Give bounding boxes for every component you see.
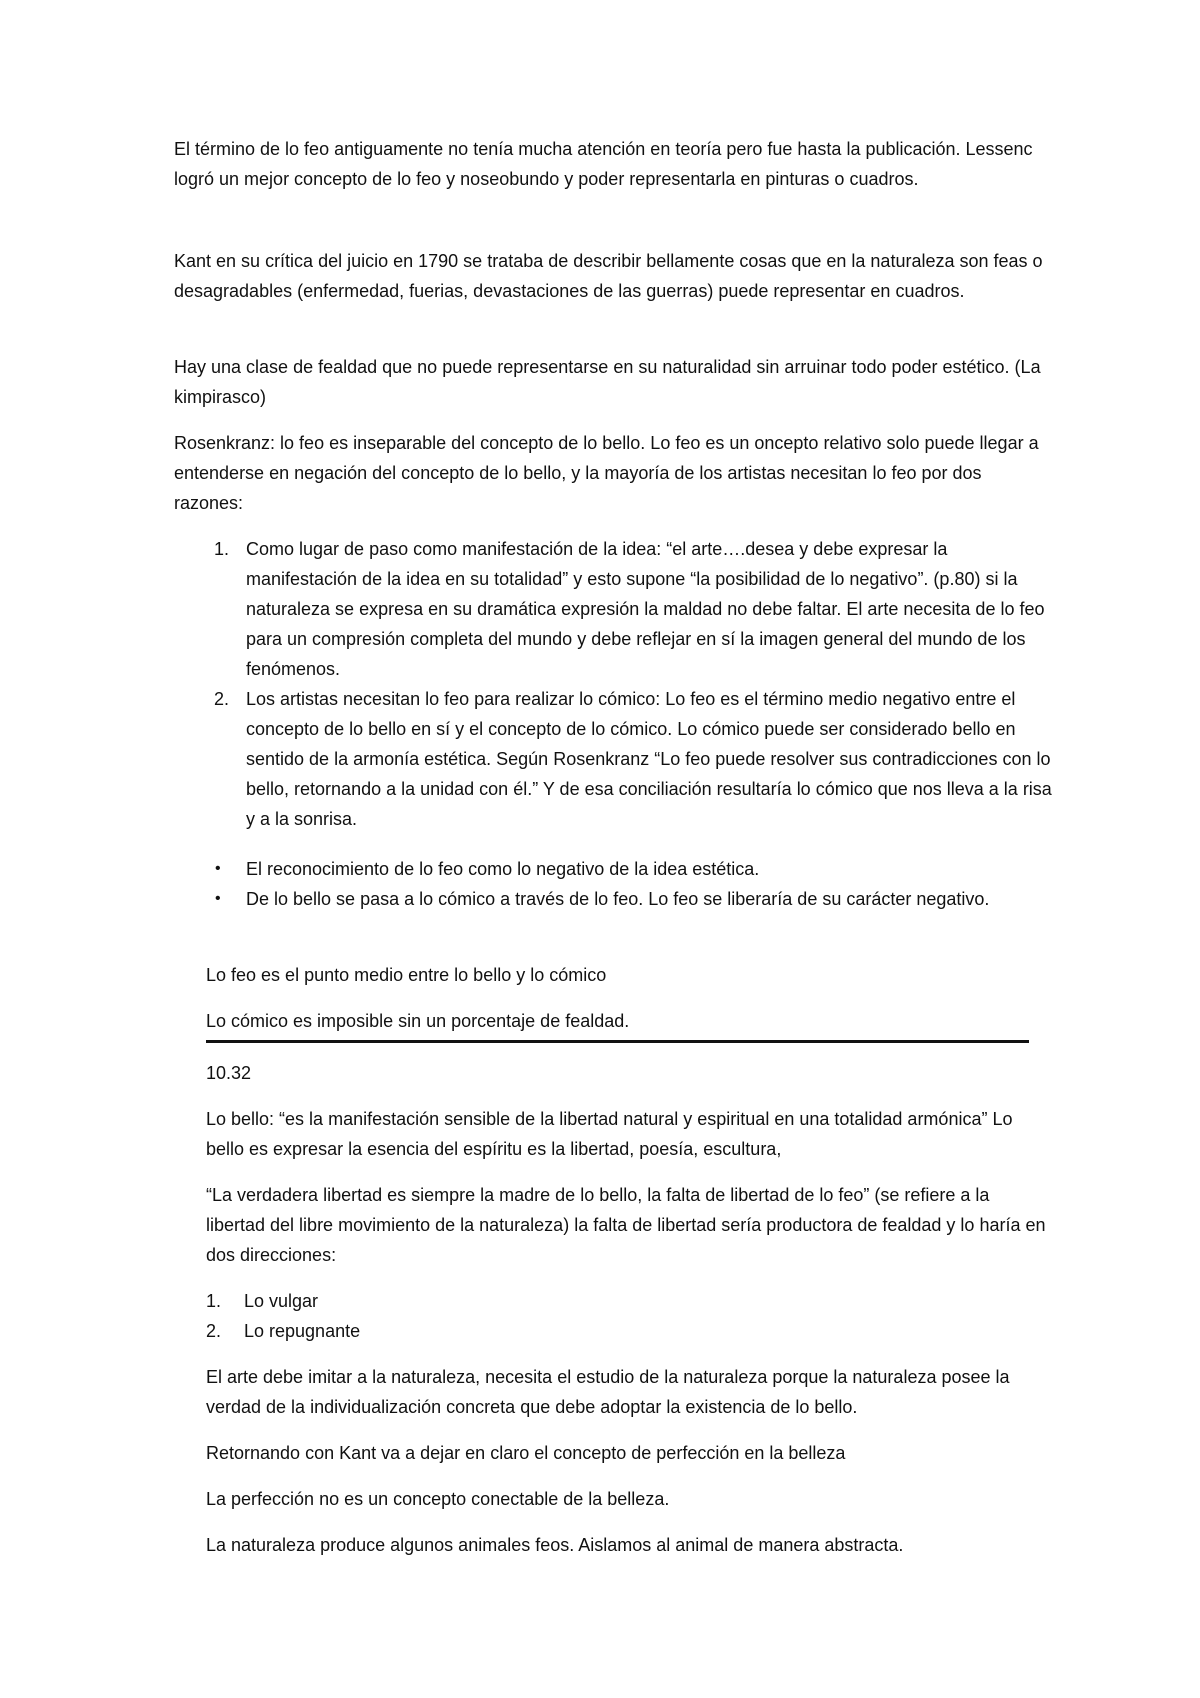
- bullet-icon: •: [215, 860, 221, 877]
- paragraph-perfeccion: [206, 1484, 1046, 1514]
- list-marker: 1.: [206, 1291, 222, 1311]
- bullet-icon: •: [215, 890, 221, 907]
- list-item-text: De lo bello se pasa a lo cómico a través de lo feo. Lo feo se liberaría de su carácter negativo.: [246, 889, 990, 909]
- list-marker: 2.: [206, 1321, 222, 1341]
- paragraph-text: “La verdadera libertad es siempre la madre de lo bello, la falta de libertad de lo feo” (se refiere a la libertad del libre movimiento de la naturaleza) la falta de libertad sería productora de fealdad y lo haría en dos direcciones:: [206, 1185, 1046, 1265]
- paragraph-text: Lo bello: “es la manifestación sensible de la libertad natural y espiritual en una totalidad armónica” Lo bello es expresar la esencia del espíritu es la libertad, poesía, escultura,: [206, 1109, 1013, 1159]
- paragraph-animales: [206, 1530, 1046, 1560]
- timestamp: [206, 1058, 1046, 1088]
- list-item-text: Como lugar de paso como manifestación de la idea: “el arte….desea y debe expresar la manifestación de la idea en su totalidad” y esto supone “la posibilidad de lo negativo”. (p.80) si la naturaleza se expresa en su dramática expresión la maldad no debe faltar. El arte necesita de lo feo para un compresión completa del mundo y debe reflejar en sí la imagen general del mundo de los fenómenos.: [246, 539, 1045, 679]
- paragraph-text: Retornando con Kant va a dejar en claro el concepto de perfección en la belleza: [206, 1443, 846, 1463]
- list-marker: 1.: [214, 539, 230, 559]
- list-item-text: El reconocimiento de lo feo como lo negativo de la idea estética.: [246, 859, 760, 879]
- list-item: [174, 854, 1054, 884]
- paragraph-text: Rosenkranz: lo feo es inseparable del concepto de lo bello. Lo feo es un oncepto relativo solo puede llegar a entenderse en negación del concepto de lo bello, y la mayoría de los artistas necesitan lo feo por dos razones:: [174, 433, 1039, 513]
- list-item-text: Lo vulgar: [244, 1291, 319, 1311]
- line-punto-medio: [206, 960, 1046, 990]
- paragraph-rosenkranz: [174, 428, 1054, 518]
- paragraph-intro: [174, 134, 1054, 194]
- list-marker: 2.: [214, 689, 230, 709]
- line-comico: [206, 1006, 1046, 1036]
- paragraph-text: La naturaleza produce algunos animales feos. Aislamos al animal de manera abstracta.: [206, 1535, 904, 1555]
- paragraph-text: Lo feo es el punto medio entre lo bello y lo cómico: [206, 965, 607, 985]
- timestamp-text: 10.32: [206, 1063, 252, 1083]
- list-item-text: Los artistas necesitan lo feo para realizar lo cómico: Lo feo es el término medio negativo entre el concepto de lo bello en sí y el concepto de lo cómico. Lo cómico puede ser considerado bello en sentido de la armonía estética. Según Rosenkranz “Lo feo puede resolver sus contradicciones con lo bello, retornando a la unidad con él.” Y de esa conciliación resultaría lo cómico que nos lleva a la risa y a la sonrisa.: [246, 689, 1052, 829]
- paragraph-fealdad: [174, 352, 1054, 412]
- list-item-text: Lo repugnante: [244, 1321, 361, 1341]
- paragraph-text: La perfección no es un concepto conectable de la belleza.: [206, 1489, 670, 1509]
- bullet-list: [174, 854, 1054, 914]
- paragraph-kant-perfeccion: [206, 1438, 1046, 1468]
- list-item: [174, 884, 1054, 914]
- paragraph-text: Hay una clase de fealdad que no puede representarse en su naturalidad sin arruinar todo poder estético. (La kimpirasco): [174, 357, 1041, 407]
- numbered-list-directions: [206, 1286, 1046, 1346]
- paragraph-kant: [174, 246, 1054, 306]
- numbered-list-reasons: [174, 534, 1054, 834]
- paragraph-text: Kant en su crítica del juicio en 1790 se trataba de describir bellamente cosas que en la naturaleza son feas o desagradables (enfermedad, fuerias, devastaciones de las guerras) puede representar en cuadros.: [174, 251, 1043, 301]
- horizontal-rule: [206, 1040, 1029, 1043]
- paragraph-libertad: [206, 1180, 1046, 1270]
- list-item: [206, 1286, 1046, 1316]
- paragraph-imitar: [206, 1362, 1046, 1422]
- list-item: [174, 534, 1054, 684]
- paragraph-text: El arte debe imitar a la naturaleza, necesita el estudio de la naturaleza porque la naturaleza posee la verdad de la individualización concreta que debe adoptar la existencia de lo bello.: [206, 1367, 1010, 1417]
- list-item: [206, 1316, 1046, 1346]
- paragraph-lo-bello: [206, 1104, 1046, 1164]
- paragraph-text: El término de lo feo antiguamente no tenía mucha atención en teoría pero fue hasta la publicación. Lessenc logró un mejor concepto de lo feo y noseobundo y poder representarla en pinturas o cuadros.: [174, 139, 1033, 189]
- paragraph-text: Lo cómico es imposible sin un porcentaje de fealdad.: [206, 1011, 630, 1031]
- list-item: [174, 684, 1054, 834]
